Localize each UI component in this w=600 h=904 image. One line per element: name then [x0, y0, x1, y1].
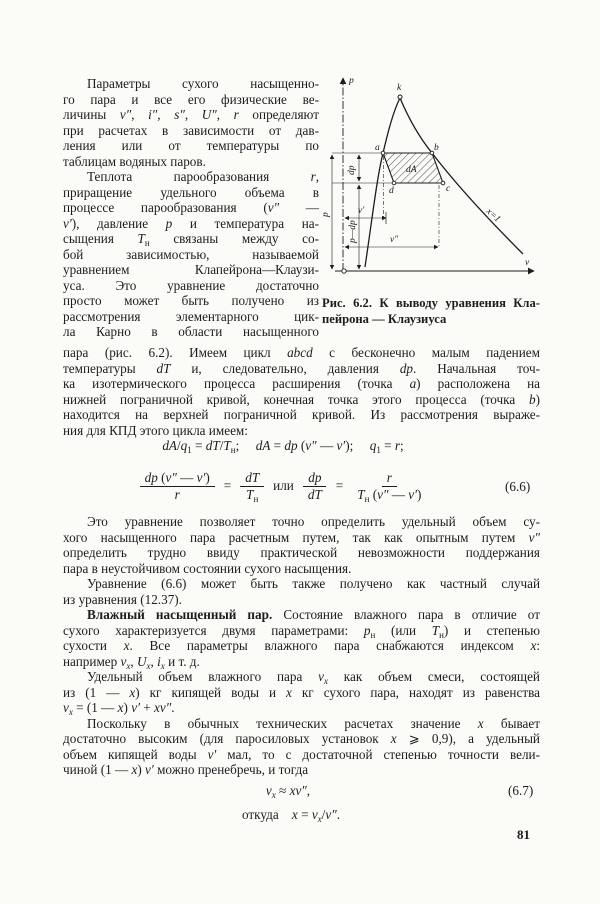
page-number: 81: [517, 827, 530, 842]
text-line: при расчетах в зависимости от дав-: [63, 122, 319, 138]
fraction-2-numerator: dT: [240, 470, 264, 487]
fraction-4: [352, 470, 426, 503]
text-line: чиной (1 — x) v′ можно пренебречь, и тогда: [63, 762, 309, 777]
fraction-1: [140, 470, 215, 503]
equals-sign: =: [223, 478, 232, 493]
text-line: ления или от температуры по: [63, 138, 319, 153]
text-line: нижней пограничной кривой, конечная точка этого процесса (точка b): [63, 391, 540, 407]
text-line: объем кипящей воды v′ мал, то с достаточной степенью точности вели-: [63, 746, 540, 762]
p-axis-label: p: [349, 76, 354, 86]
equation-6-6-number: (6.6): [505, 479, 531, 494]
text-line: температуры dT и, следовательно, давления dp. Начальная точ-: [63, 360, 540, 376]
text-line: ния для КПД этого цикла имеем:: [63, 422, 248, 438]
text-line: сухого характеризуется двумя параметрами: $p_н$ (или $T_н$) и степенью: [63, 622, 540, 640]
text-line: определить трудно ввиду практической невозможности поддержания: [63, 545, 540, 560]
point-a-label: a: [375, 143, 380, 153]
text-line: Параметры сухого насыщенно-: [87, 76, 319, 91]
v-double-prime-label: v″: [390, 235, 399, 245]
text-line: сухости x. Все параметры влажного пара снабжаются индексом x:: [63, 638, 540, 653]
text-line: Влажный насыщенный пар. Состояние влажного пара в отличие от: [87, 607, 540, 622]
work-dA-label: dA: [406, 165, 417, 175]
text-line: Рис. 6.2. К выводу уравнения Кла-: [322, 296, 540, 310]
figure-6-2-pv-diagram: [320, 65, 560, 295]
text-line: го пара и все его физические ве-: [63, 91, 319, 107]
body-block-a: [63, 345, 540, 438]
text-line: $v_x = (1$ — x) v′ + xv″.: [63, 700, 175, 717]
fraction-1-numerator: dp (v″ — v′): [140, 470, 215, 487]
text-line: пара в неустойчивом состоянии сухого насыщения.: [63, 560, 352, 576]
point-c: [441, 181, 445, 185]
text-line: пейрона — Клаузиуса: [322, 312, 447, 326]
text-line: сыщения $T_н$ связаны между со-: [63, 231, 319, 248]
fraction-3: [303, 470, 327, 503]
point-d: [392, 181, 396, 185]
text-line: Удельный объем влажного пара $v_x$ как объем смеси, состоящей: [87, 669, 540, 686]
intro-column: [63, 76, 319, 340]
text-line: процессе парообразования (v″ —: [63, 200, 319, 215]
text-line: достаточно высоким (для паросиловых установок x ⩾ 0,9), а удельный: [63, 731, 540, 746]
text-line: приращение удельного объема в: [63, 184, 319, 200]
whence-line: откуда $x = v_x/v''$.: [242, 807, 340, 824]
v-axis-label: v: [525, 258, 530, 268]
text-line: из уравнения (12.37).: [63, 591, 182, 607]
p-dimension-label: p: [321, 212, 331, 217]
v-prime-label: v′: [358, 206, 365, 216]
text-line: например $v_x$, $U_x$, $i_x$ и т. д.: [63, 653, 200, 671]
fraction-1-denominator: r: [174, 486, 180, 502]
text-line: из (1 — x) кг кипящей воды и x кг сухого пара, находят из равенства: [63, 684, 540, 700]
text-line: ка изотермического процесса расширения (точка a) расположена на: [63, 376, 540, 391]
fraction-3-denominator: dT: [307, 486, 322, 502]
text-line: рассмотрения элементарного цик-: [63, 308, 319, 324]
x-equals-1-label: x=1: [483, 206, 503, 225]
figure-caption: [322, 295, 540, 327]
equation-6-6: [63, 464, 503, 508]
point-a: [381, 151, 385, 155]
text-line: Теплота парообразования r,: [87, 169, 319, 184]
text-line: таблицам водяных паров.: [63, 153, 206, 169]
text-line: находится на верхней пограничной кривой. Из рассмотрения выраже-: [63, 407, 540, 422]
point-d-label: d: [389, 186, 394, 196]
equals-sign-2: =: [335, 478, 344, 493]
text-line: ла Карно в области насыщенного: [63, 324, 319, 339]
text-line: уравнением Клапейрона—Клаузи-: [63, 262, 319, 277]
text-line: просто может быть получено из: [63, 293, 319, 308]
fraction-4-denominator: $T_н$ (v″ — v′): [357, 486, 422, 504]
critical-point-label: k: [397, 83, 402, 93]
formula-kpd-row: $dA/q_1 = dT/T_н$; dA = dp (v″ — v′); $q_1 = r$;: [162, 438, 404, 455]
p-minus-dp-label: p—dp: [348, 220, 358, 243]
point-b-label: b: [434, 143, 439, 153]
critical-point: [398, 95, 402, 99]
body-block-b: [63, 514, 540, 778]
origin-point: [342, 269, 346, 273]
fraction-2: [240, 470, 264, 503]
text-line: бой зависимостью, называемой: [63, 246, 319, 262]
text-line: хого насыщенного пара расчетным путем, так как опытным путем v″: [63, 529, 540, 545]
text-line: v′), давление p и температура на-: [63, 215, 319, 231]
equation-6-7: $v_x \approx xv''$,: [265, 783, 311, 800]
fraction-2-denominator: $T_н$: [246, 486, 259, 504]
fraction-3-numerator: dp: [303, 470, 326, 487]
or-word: или: [273, 478, 294, 493]
text-line: уса. Это уравнение достаточно: [63, 277, 319, 293]
text-line: Поскольку в обычных технических расчетах значение x бывает: [87, 715, 540, 731]
point-c-label: c: [446, 184, 451, 194]
fraction-4-numerator: r: [382, 470, 397, 487]
text-line: Уравнение (6.6) может быть также получено как частный случай: [87, 576, 540, 591]
text-line: личины v″, i″, s″, U″, r определяют: [63, 107, 319, 122]
text-line: пара (рис. 6.2). Имеем цикл abcd с бесконечно малым падением: [63, 345, 540, 360]
text-line: Это уравнение позволяет точно определить удельный объем су-: [87, 514, 540, 529]
dp-label: dp: [347, 165, 357, 175]
equation-6-7-number: (6.7): [508, 783, 534, 798]
